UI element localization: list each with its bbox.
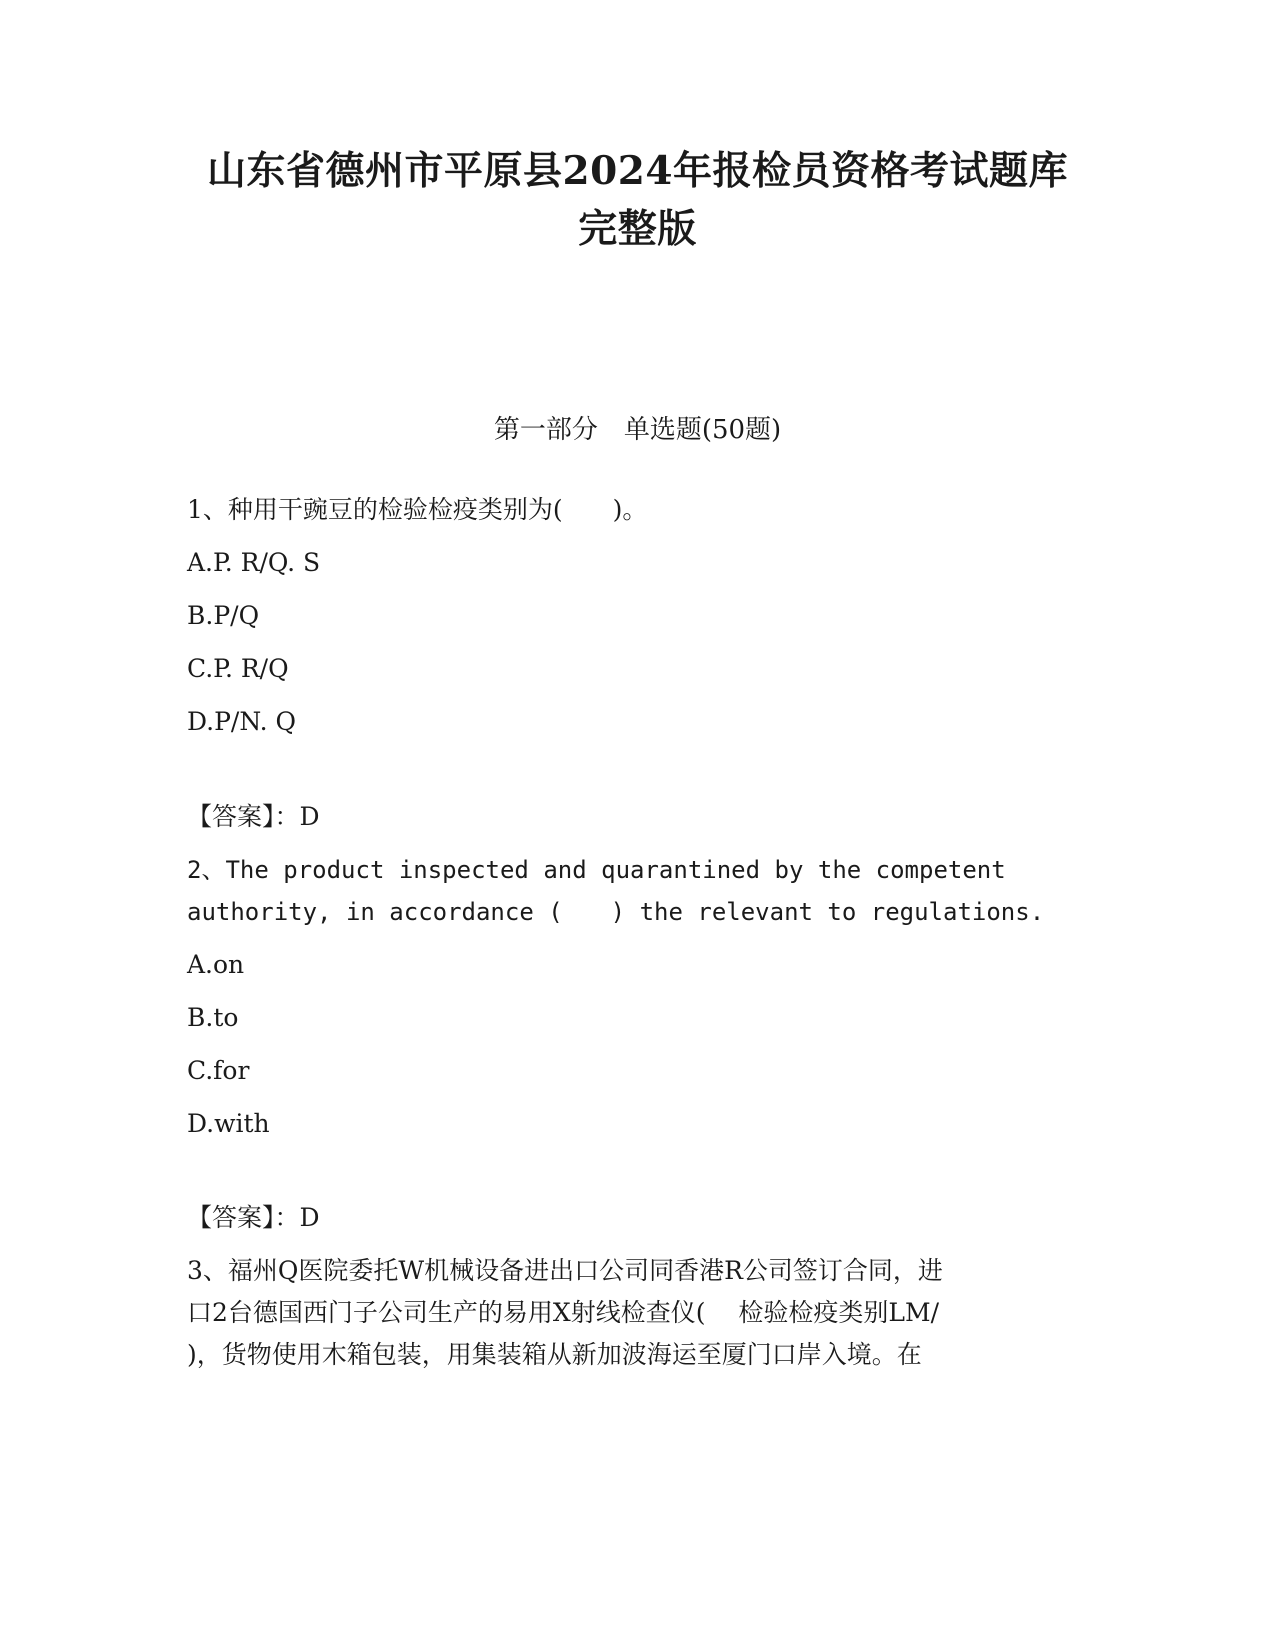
- document-title: [150, 142, 1125, 258]
- section-heading: 第一部分 单选题(50题): [493, 415, 782, 445]
- question-2-option-c: C.for: [187, 1056, 250, 1085]
- question-1-option-b: B.P/Q: [187, 601, 260, 630]
- question-3-stem-line-1: 3、福州Q医院委托W机械设备进出口公司同香港R公司签订合同，进: [187, 1256, 943, 1285]
- question-1-option-c: C.P. R/Q: [187, 654, 289, 683]
- question-2-answer: 【答案】：D: [187, 1203, 320, 1232]
- question-1-answer: 【答案】：D: [187, 802, 320, 831]
- question-1-stem: 1、种用干豌豆的检验检疫类别为( )。: [187, 495, 648, 524]
- question-1-option-d: D.P/N. Q: [187, 707, 297, 736]
- title-line-2: 完整版: [578, 206, 697, 252]
- question-3-stem-line-3: )，货物使用木箱包装，用集装箱从新加波海运至厦门口岸入境。在: [187, 1340, 922, 1369]
- question-2-stem-line-1: 2、The product inspected and quarantined by the competent: [187, 856, 1006, 884]
- question-2-stem-line-2: authority, in accordance ( ) the relevant to regulations.: [187, 898, 1045, 926]
- title-line-1: 山东省德州市平原县2024年报检员资格考试题库: [206, 148, 1069, 194]
- question-1-option-a: A.P. R/Q. S: [187, 548, 321, 577]
- question-2-option-d: D.with: [187, 1109, 270, 1138]
- question-3-stem-line-2: 口2台德国西门子公司生产的易用X射线检查仪( 检验检疫类别LM/: [187, 1298, 940, 1327]
- question-2-option-b: B.to: [187, 1003, 239, 1032]
- question-2-option-a: A.on: [187, 950, 245, 979]
